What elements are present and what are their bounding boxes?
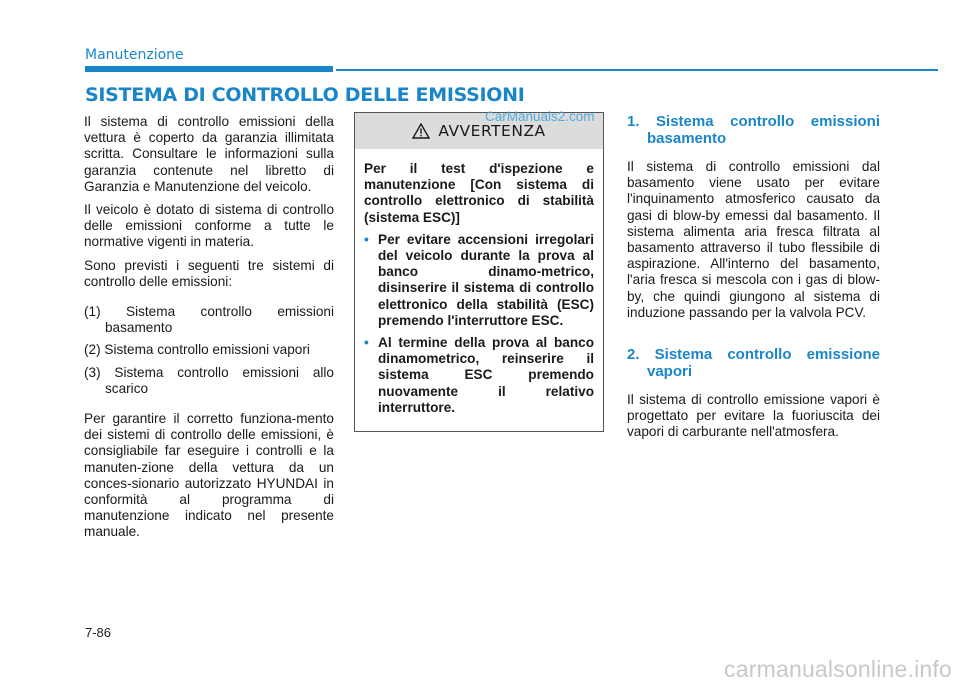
systems-list — [84, 304, 334, 397]
warning-title: AVVERTENZA — [438, 122, 546, 140]
heading-evaporative: 2. Sistema controllo emissione vapori — [627, 346, 880, 380]
list-item: (3) Sistema controllo emissioni allo scarico — [84, 364, 334, 396]
warning-bullet-text: Al termine della prova al banco dinamometrico, reinserire il sistema ESC premendo nuovamente il relativo interruttore. — [378, 335, 594, 415]
crankcase-paragraph: Il sistema di controllo emissioni dal basamento viene usato per evitare l'inquinamento atmosferico causato da gasi di blow-by emessi dal basamento. Il sistema alimenta aria fresca filtrata al basamento attraverso il tubo flessibile di aspirazione. All'interno del basamento, l'aria fresca si mescola con i gas di blow-by, che quindi giungono al sistema di induzione passando per la valvola PCV. — [627, 159, 880, 320]
intro-paragraph-3: Sono previsti i seguenti tre sistemi di controllo delle emissioni: — [84, 257, 334, 289]
list-item: (1) Sistema controllo emissioni basamento — [84, 304, 334, 336]
intro-paragraph-2: Il veicolo è dotato di sistema di controllo delle emissioni conforme a tutte le normative vigenti in materia. — [84, 202, 334, 250]
section-label: Manutenzione — [85, 47, 184, 63]
intro-paragraph-1: Il sistema di controllo emissioni della vettura è coperto da garanzia illimitata scritta. Consultare le informazioni sulla garanzia contenute nel libretto di Garanzia e Manutenzione del veicolo. — [84, 114, 334, 194]
warning-intro: Per il test d'ispezione e manutenzione [Con sistema di controllo elettronico di stabilità (sistema ESC)] — [364, 161, 594, 225]
warning-bullet — [364, 335, 594, 416]
warning-body — [355, 149, 603, 416]
page-title: SISTEMA DI CONTROLLO DELLE EMISSIONI — [85, 84, 525, 106]
page-number: 7-86 — [85, 625, 112, 640]
warning-bullet — [364, 232, 594, 329]
column-right — [627, 114, 880, 448]
watermark: CarManuals2.com — [485, 109, 595, 124]
heading-crankcase: 1. Sistema controllo emissioni basamento — [627, 113, 880, 147]
column-left — [84, 114, 334, 548]
list-item: (2) Sistema controllo emissioni vapori — [84, 342, 310, 358]
intro-paragraph-4: Per garantire il corretto funziona-mento dei sistemi di controllo delle emissioni, è consigliabile far eseguire i controlli e la manuten-zione della vettura da un conces-sionario autorizzato HYUNDAI in conformità al programma di manutenzione indicato nel presente manuale. — [84, 411, 334, 540]
warning-bullet-text: Per evitare accensioni irregolari del veicolo durante la prova al banco dinamo-metrico, disinserire il sistema di controllo elettronico della stabilità (ESC) premendo l'interruttore ESC. — [378, 231, 594, 328]
bullet-dot-icon: • — [364, 231, 369, 247]
footer-watermark: carmanualsonline.info — [724, 656, 952, 682]
warning-triangle-icon — [412, 123, 430, 139]
header-rule-thin — [336, 69, 938, 71]
warning-box — [354, 112, 604, 432]
evaporative-paragraph: Il sistema di controllo emissione vapori è progettato per evitare la fuoriuscita dei vapori di carburante nell'atmosfera. — [627, 392, 880, 440]
bullet-dot-icon: • — [364, 335, 369, 351]
header-rule-thick — [85, 66, 333, 72]
